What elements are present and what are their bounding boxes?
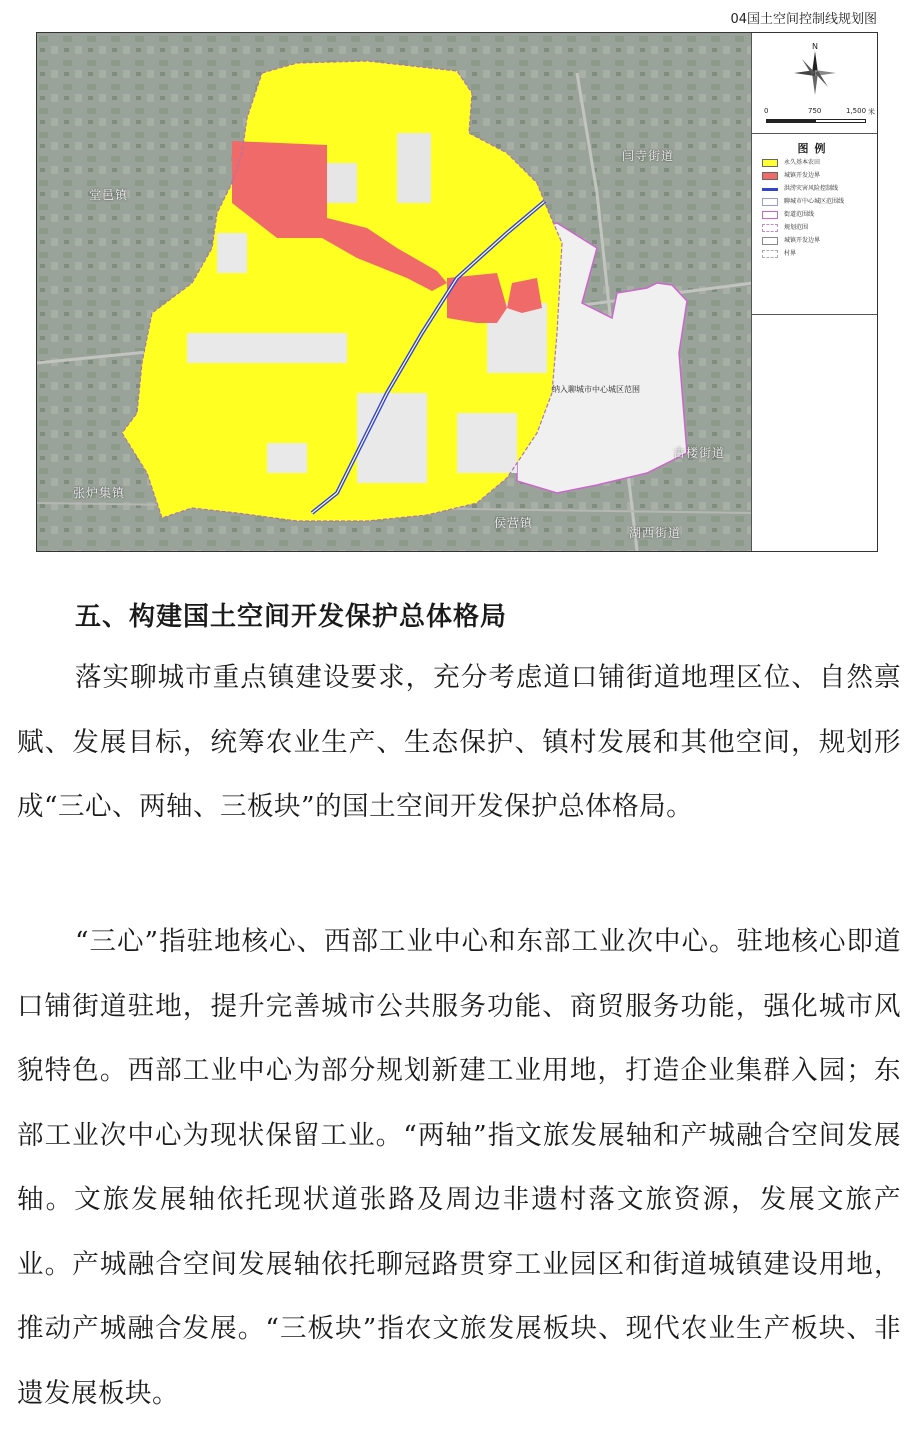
- legend-list: [752, 158, 877, 260]
- farmland-gap: [457, 413, 517, 473]
- legend: [752, 133, 877, 315]
- legend-item: [762, 171, 877, 182]
- scale-zero: 0: [764, 107, 769, 115]
- place-label-yansi: 闫寺街道: [622, 149, 675, 163]
- place-label-gulou: 古楼街道: [673, 446, 726, 460]
- place-label-zhanghuji: 张炉集镇: [73, 486, 126, 500]
- legend-label: 永久基本农田: [784, 159, 821, 166]
- scale-bar-graphic: [766, 119, 866, 123]
- scale-mid: 750: [808, 107, 822, 115]
- scale-unit: 米: [868, 108, 875, 116]
- legend-item: [762, 210, 877, 221]
- legend-item: [762, 158, 877, 169]
- legend-swatch: [762, 211, 778, 219]
- legend-swatch: [762, 198, 778, 206]
- legend-label: 洪涝灾害风险控制线: [784, 185, 839, 192]
- scale-bar: [762, 107, 875, 127]
- legend-label: 城镇开发边界: [784, 172, 821, 179]
- north-arrow-icon: [790, 39, 840, 99]
- legend-panel: [751, 33, 877, 551]
- legend-title: 图例: [797, 142, 832, 155]
- legend-item: [762, 197, 877, 208]
- paragraph-1: 落实聊城市重点镇建设要求，充分考虑道口铺街道地理区位、自然禀赋、发展目标，统筹农业生产、生态保护、镇村发展和其他空间，规划形成“三心、两轴、三板块”的国土空间开发保护总体格局。: [17, 662, 901, 822]
- legend-item: [762, 223, 877, 234]
- legend-item: [762, 236, 877, 247]
- legend-label: 城镇开发边界: [784, 237, 821, 244]
- legend-swatch: [762, 188, 778, 191]
- legend-label: 街道范围线: [784, 211, 815, 218]
- map-graphic: [37, 33, 753, 551]
- legend-label: 聊城市中心城区范围线: [784, 198, 845, 205]
- paragraph-2: “三心”指驻地核心、西部工业中心和东部工业次中心。驻地核心即道口铺街道驻地，提升完善城市公共服务功能、商贸服务功能，强化城市风貌特色。西部工业中心为部分规划新建工业用地，打造企业集群入园；东部工业次中心为现状保留工业。“两轴”指文旅发展轴和产城融合空间发展轴。文旅发展轴依托现状道张路及周边非遗村落文旅资源，发展文旅产业。产城融合空间发展轴依托聊冠路贯穿工业园区和街道城镇建设用地，推动产城融合发展。“三板块”指农文旅发展板块、现代农业生产板块、非遗发展板块。: [17, 926, 901, 1409]
- section-heading: 五、构建国土空间开发保护总体格局: [75, 602, 508, 632]
- farmland-gap: [357, 393, 427, 483]
- legend-item: [762, 184, 877, 195]
- farmland-gap: [187, 333, 347, 363]
- compass-letter: N: [812, 42, 818, 51]
- farmland-gap: [397, 133, 431, 203]
- map-title: 04国土空间控制线规划图: [730, 12, 877, 27]
- scale-end: 1,500: [846, 107, 867, 115]
- farmland-gap: [267, 443, 307, 473]
- legend-swatch: [762, 159, 778, 167]
- place-label-huxi: 湖西街道: [629, 526, 682, 540]
- place-label-tangyi: 堂邑镇: [89, 188, 129, 202]
- place-label-houying: 侯营镇: [494, 516, 534, 530]
- legend-item: [762, 249, 877, 260]
- central-city-label: 纳入聊城市中心城区范围: [552, 385, 640, 394]
- legend-swatch: [762, 250, 778, 258]
- planning-map: [36, 32, 878, 552]
- legend-swatch: [762, 172, 778, 180]
- legend-swatch: [762, 237, 778, 245]
- legend-label: 规划范围: [784, 224, 809, 231]
- legend-swatch: [762, 224, 778, 232]
- farmland-gap: [217, 233, 247, 273]
- urban-development-zone: [507, 278, 542, 313]
- legend-label: 村界: [784, 250, 797, 257]
